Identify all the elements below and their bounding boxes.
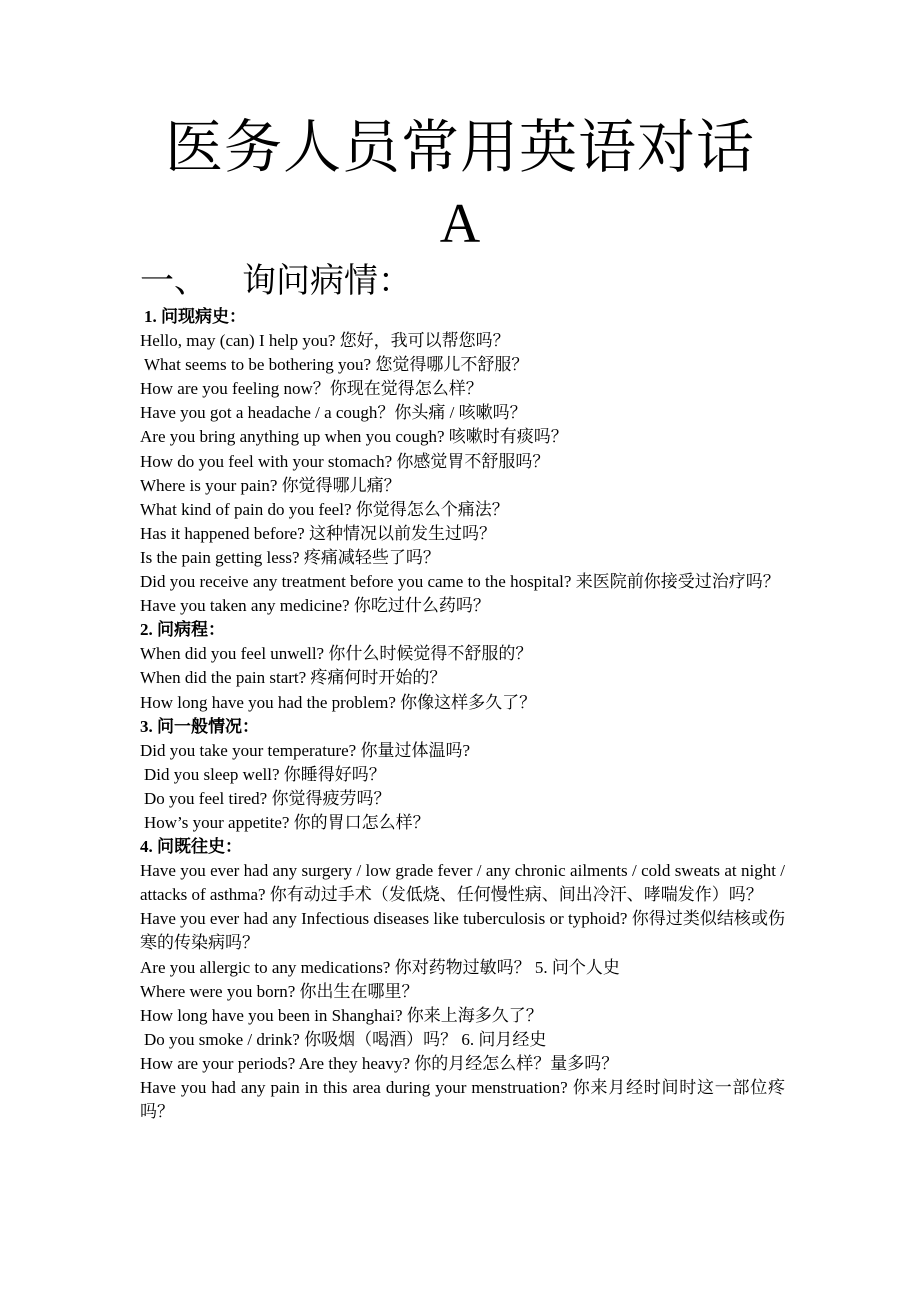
dialogue-line: Did you sleep well? 你睡得好吗？ (144, 764, 386, 784)
dialogue-list (140, 305, 785, 1124)
dialogue-line: How are your periods? Are they heavy? 你的月经怎么样？量多吗？ (140, 1053, 619, 1073)
dialogue-line: Have you taken any medicine? 你吃过什么药吗？ (140, 596, 490, 616)
dialogue-line: Have you got a headache / a cough？你头痛 / 咳嗽吗？ (140, 403, 527, 423)
dialogue-line: Where were you born? 你出生在哪里？ (140, 981, 419, 1001)
dialogue-line: Are you allergic to any medications? 你对药物过敏吗？ 5. 问个人史 (140, 957, 620, 977)
dialogue-line: Hello, may (can) I help you? 您好，我可以帮您吗？ (140, 331, 510, 351)
section-number: 一、 (140, 263, 208, 300)
subsection-heading-present-illness: 1. 问现病史： (144, 307, 246, 326)
dialogue-line: Have you had any pain in this area during your menstruation? 你来月经时间时这一部位疼吗？ (140, 1078, 785, 1122)
section-label: 询问病情： (242, 263, 412, 300)
dialogue-line: Have you ever had any Infectious diseases like tuberculosis or typhoid? 你得过类似结核或伤寒的传染病吗？ (140, 909, 785, 953)
dialogue-line: Where is your pain? 你觉得哪儿痛？ (140, 475, 401, 495)
subsection-heading-general: 3. 问一般情况： (140, 716, 259, 736)
dialogue-line: Are you bring anything up when you cough? 咳嗽时有痰吗？ (140, 427, 568, 447)
dialogue-line: Do you feel tired? 你觉得疲劳吗？ (144, 788, 391, 808)
subsection-heading-past-history: 4. 问既往史： (140, 837, 242, 857)
section-heading (140, 258, 412, 306)
dialogue-line: When did you feel unwell? 你什么时候觉得不舒服的？ (140, 644, 533, 664)
document-subtitle: A (439, 193, 481, 255)
dialogue-line: What kind of pain do you feel? 你觉得怎么个痛法？ (140, 499, 509, 519)
dialogue-line: Did you receive any treatment before you came to the hospital? 来医院前你接受过治疗吗？ (140, 572, 780, 592)
dialogue-line: How do you feel with your stomach? 你感觉胃不舒服吗？ (140, 451, 550, 471)
dialogue-line: When did the pain start? 疼痛何时开始的？ (140, 668, 447, 688)
dialogue-line: Have you ever had any surgery / low grade fever / any chronic ailments / cold sweats at night / attacks of asthma? 你有动过手术（发低烧、任何慢性病、间出冷汗、哮喘发作）吗？ (140, 861, 785, 905)
dialogue-line: How’s your appetite? 你的胃口怎么样？ (144, 812, 430, 832)
dialogue-line: How long have you been in Shanghai? 你来上海多久了？ (140, 1005, 543, 1025)
document-title: 医务人员常用英语对话 (164, 115, 755, 180)
dialogue-line: How long have you had the problem? 你像这样多久了？ (140, 692, 537, 712)
dialogue-line: What seems to be bothering you? 您觉得哪儿不舒服？ (144, 355, 529, 375)
dialogue-line: Did you take your temperature? 你量过体温吗? (140, 740, 470, 760)
subsection-heading-course: 2. 问病程： (140, 620, 225, 640)
dialogue-line: Is the pain getting less? 疼痛减轻些了吗？ (140, 547, 440, 567)
dialogue-line: Has it happened before? 这种情况以前发生过吗？ (140, 523, 496, 543)
dialogue-line: How are you feeling now？你现在觉得怎么样？ (140, 379, 483, 399)
dialogue-line: Do you smoke / drink? 你吸烟（喝酒）吗？ 6. 问月经史 (144, 1029, 547, 1049)
